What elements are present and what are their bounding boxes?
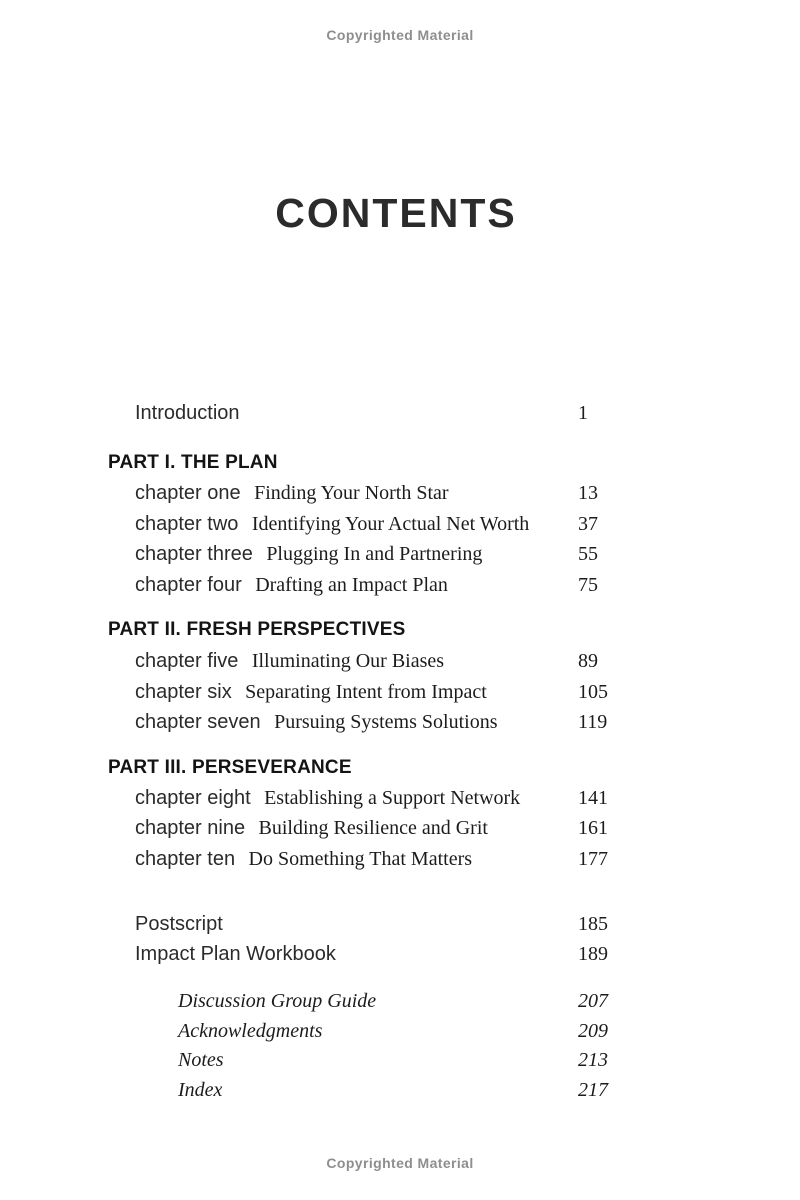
chapter-label: chapter eight xyxy=(135,786,251,809)
chapter-label: chapter seven xyxy=(135,711,261,733)
chapter-label: chapter ten xyxy=(135,847,236,870)
toc-entry-page-number: 119 xyxy=(578,711,608,733)
toc-entry-chapter-six xyxy=(108,678,638,709)
chapter-title: Do Something That Matters xyxy=(248,847,473,870)
part-heading-1: PART I. THE PLAN xyxy=(108,452,278,473)
toc-entry-page-number: 1 xyxy=(578,402,588,424)
toc-entry-chapter-seven xyxy=(108,708,638,739)
toc-entry-page-number: 177 xyxy=(578,847,608,870)
toc-entry-label: Discussion Group Guide xyxy=(178,990,377,1012)
toc-entry-page-number: 161 xyxy=(578,817,608,839)
chapter-label: chapter nine xyxy=(135,817,246,839)
chapter-title: Plugging In and Partnering xyxy=(266,543,483,565)
chapter-title: Establishing a Support Network xyxy=(264,786,521,809)
toc-entry-page-number: 37 xyxy=(578,512,598,535)
toc-entry-page-number: 213 xyxy=(578,1049,608,1071)
chapter-title: Pursuing Systems Solutions xyxy=(274,711,498,733)
part-2-chapter-list xyxy=(108,647,638,739)
toc-entry-chapter-four xyxy=(108,571,638,602)
chapter-title: Separating Intent from Impact xyxy=(245,680,487,703)
toc-entry-page-number: 217 xyxy=(578,1078,608,1101)
toc-entry-index xyxy=(108,1076,638,1106)
toc-entry-label: Notes xyxy=(178,1049,224,1071)
toc-entry-chapter-eight xyxy=(108,784,638,815)
back-matter-primary xyxy=(108,910,638,969)
chapter-label: chapter three xyxy=(135,543,253,565)
toc-entry-page-number: 207 xyxy=(578,990,608,1012)
chapter-label: chapter four xyxy=(135,573,242,596)
copyright-notice-bottom: Copyrighted Material xyxy=(326,1155,474,1171)
toc-entry-page-number: 55 xyxy=(578,543,598,565)
toc-entry-label: Acknowledgments xyxy=(178,1019,323,1042)
chapter-label: chapter six xyxy=(135,680,232,703)
toc-entry-chapter-three xyxy=(108,540,638,571)
chapter-title: Finding Your North Star xyxy=(254,482,449,504)
chapter-label: chapter two xyxy=(135,512,239,535)
toc-entry-chapter-two xyxy=(108,510,638,541)
part-heading-2: PART II. FRESH PERSPECTIVES xyxy=(108,619,406,640)
toc-entry-chapter-nine xyxy=(108,814,638,845)
toc-entry-chapter-one xyxy=(108,479,638,510)
toc-entry-impact-plan-workbook xyxy=(108,940,638,970)
chapter-title: Identifying Your Actual Net Worth xyxy=(251,512,530,535)
toc-entry-page-number: 13 xyxy=(578,482,598,504)
chapter-title: Drafting an Impact Plan xyxy=(255,573,448,596)
back-matter-secondary xyxy=(108,987,638,1105)
toc-entry-chapter-five xyxy=(108,647,638,678)
toc-entry-page-number: 185 xyxy=(578,913,608,935)
toc-entry-page-number: 89 xyxy=(578,650,598,672)
toc-entry-label: Impact Plan Workbook xyxy=(135,942,336,965)
toc-entry-chapter-ten xyxy=(108,845,638,876)
toc-entry-label: Postscript xyxy=(135,913,223,935)
toc-entry-notes xyxy=(108,1046,638,1076)
toc-entry-postscript xyxy=(108,910,638,940)
toc-entry-page-number: 189 xyxy=(578,942,608,965)
chapter-label: chapter one xyxy=(135,482,241,504)
toc-entry-page-number: 105 xyxy=(578,680,608,703)
toc-entry-page-number: 141 xyxy=(578,786,608,809)
page-title: CONTENTS xyxy=(275,190,517,236)
chapter-title: Building Resilience and Grit xyxy=(258,817,488,839)
chapter-title: Illuminating Our Biases xyxy=(251,650,445,672)
part-1-chapter-list xyxy=(108,479,638,601)
toc-entry-discussion-group-guide xyxy=(108,987,638,1017)
toc-entry-page-number: 209 xyxy=(578,1019,608,1042)
toc-entry-introduction xyxy=(108,401,638,425)
chapter-label: chapter five xyxy=(135,650,239,672)
part-heading-3: PART III. PERSEVERANCE xyxy=(108,756,352,778)
toc-entry-label: Index xyxy=(178,1078,223,1101)
toc-entry-page-number: 75 xyxy=(578,573,598,596)
part-3-chapter-list xyxy=(108,784,638,876)
toc-entry-label: Introduction xyxy=(135,402,240,424)
toc-entry-acknowledgments xyxy=(108,1017,638,1047)
table-of-contents xyxy=(108,401,638,1105)
copyright-notice-top: Copyrighted Material xyxy=(326,27,474,43)
